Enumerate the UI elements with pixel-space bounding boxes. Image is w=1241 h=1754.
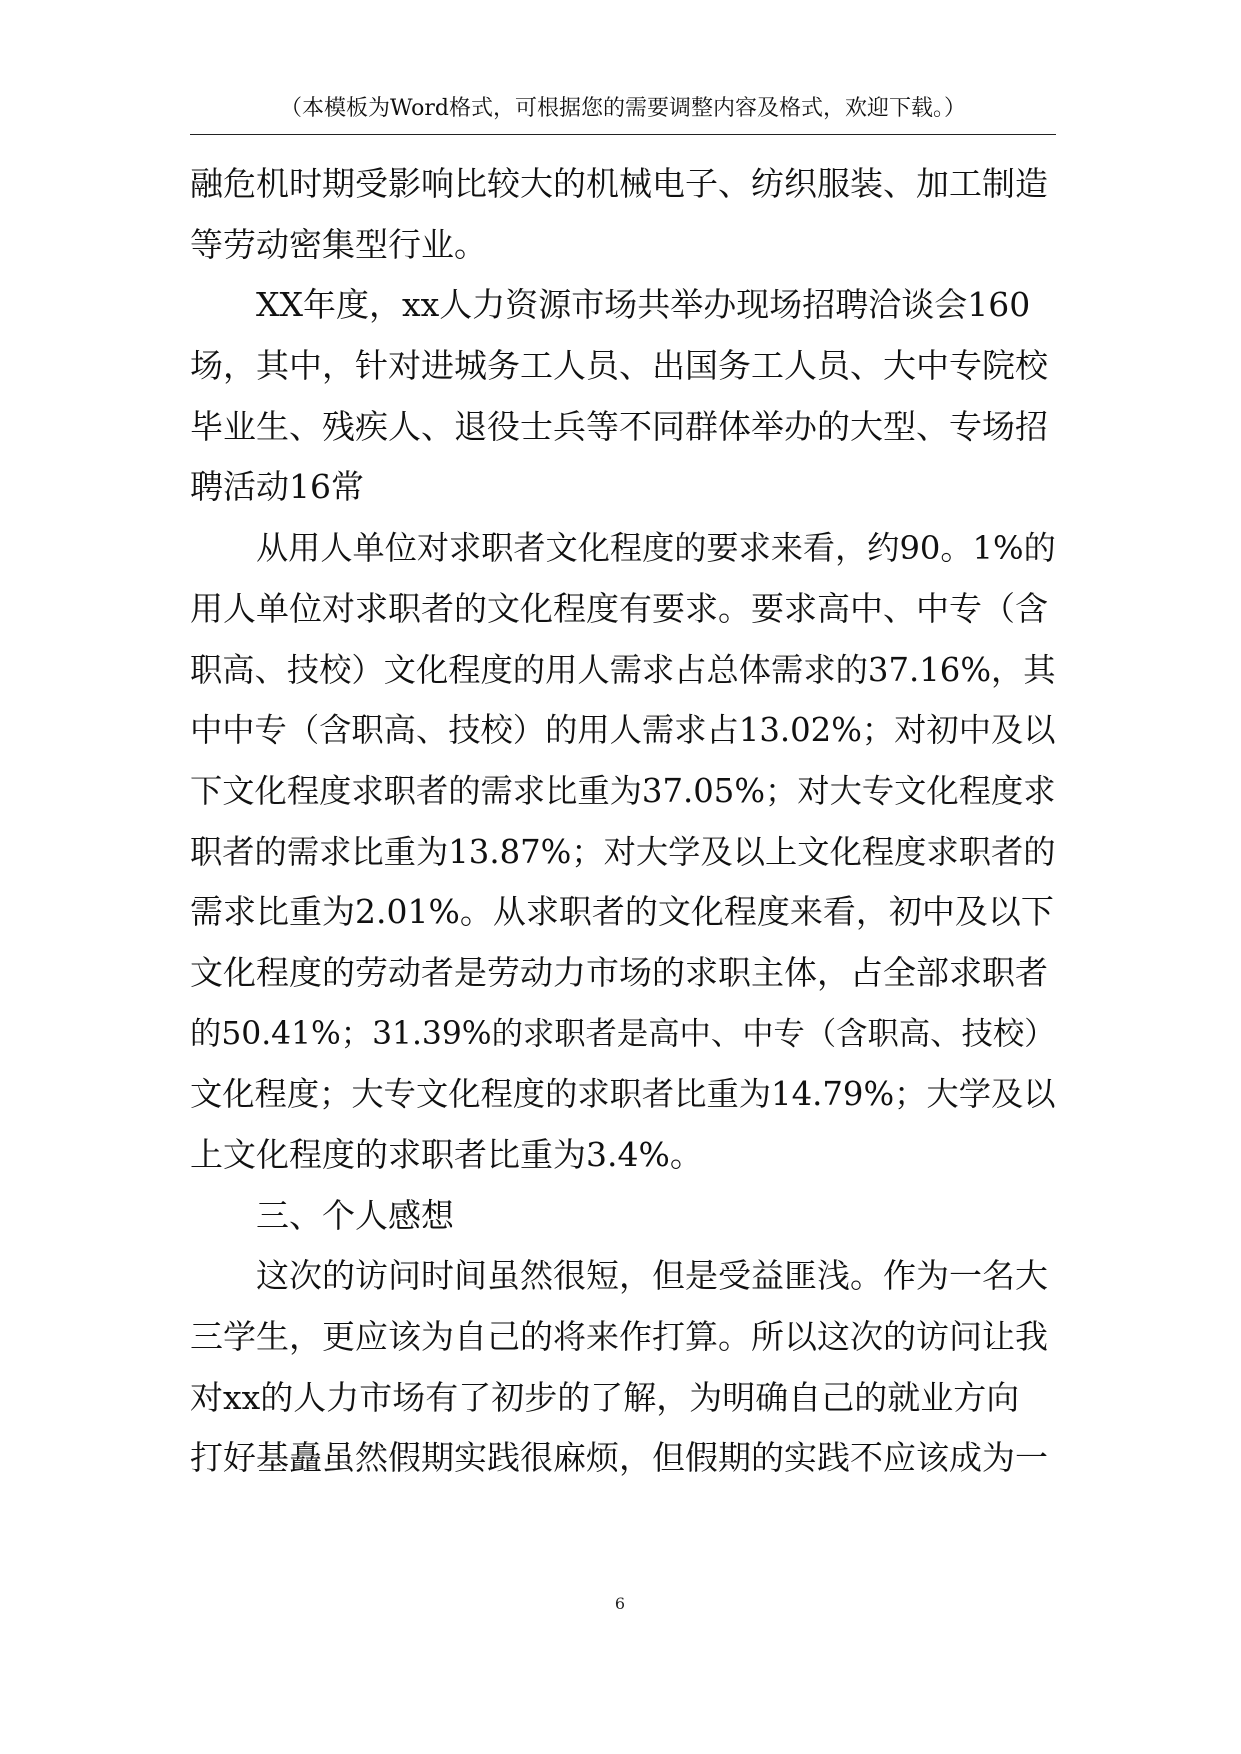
text-line: 下文化程度求职者的需求比重为37.05%；对大专文化程度求 [190, 771, 1056, 810]
text-line: 的50.41%；31.39%的求职者是高中、中专（含职高、技校） [190, 1015, 1056, 1052]
page-number: 6 [614, 1594, 626, 1613]
text-line: 文化程度；大专文化程度的求职者比重为14.79%；大学及以 [190, 1075, 1056, 1114]
document-body [190, 154, 1056, 1489]
text-line: 用人单位对求职者的文化程度有要求。要求高中、中专（含 [190, 588, 1048, 628]
text-line: 从用人单位对求职者文化程度的要求来看，约90。1%的 [256, 529, 1056, 568]
text-line: 职者的需求比重为13.87%；对大学及以上文化程度求职者的 [190, 832, 1056, 871]
template-note-header: （本模板为Word格式，可根据您的需要调整内容及格式，欢迎下载。） [280, 96, 966, 121]
text-line: 聘活动16常 [190, 467, 364, 507]
text-line: 中中专（含职高、技校）的用人需求占13.02%；对初中及以 [190, 711, 1056, 750]
text-line: 场，其中，针对进城务工人员、出国务工人员、大中专院校 [190, 346, 1048, 386]
text-line: 打好基矗虽然假期实践很麻烦，但假期的实践不应该成为一 [190, 1438, 1048, 1478]
section-heading: 三、个人感想 [256, 1195, 454, 1235]
text-line: 三学生，更应该为自己的将来作打算。所以这次的访问让我 [190, 1317, 1048, 1357]
text-line: 这次的访问时间虽然很短，但是受益匪浅。作为一名大 [256, 1256, 1048, 1296]
header-divider [190, 134, 1056, 135]
text-line: 对xx的人力市场有了初步的了解，为明确自己的就业方向 [190, 1377, 1020, 1417]
text-line: 融危机时期受影响比较大的机械电子、纺织服装、加工制造 [190, 164, 1048, 203]
text-line: 文化程度的劳动者是劳动力市场的求职主体，占全部求职者 [190, 952, 1048, 992]
text-line: 等劳动密集型行业。 [190, 224, 487, 264]
text-line: 上文化程度的求职者比重为3.4%。 [190, 1135, 703, 1174]
text-line: 职高、技校）文化程度的用人需求占总体需求的37.16%，其 [190, 650, 1056, 689]
text-line: 毕业生、残疾人、退役士兵等不同群体举办的大型、专场招 [190, 406, 1048, 446]
text-line: 需求比重为2.01%。从求职者的文化程度来看，初中及以下 [190, 892, 1054, 932]
text-line: XX年度，xx人力资源市场共举办现场招聘洽谈会160 [256, 285, 1031, 325]
